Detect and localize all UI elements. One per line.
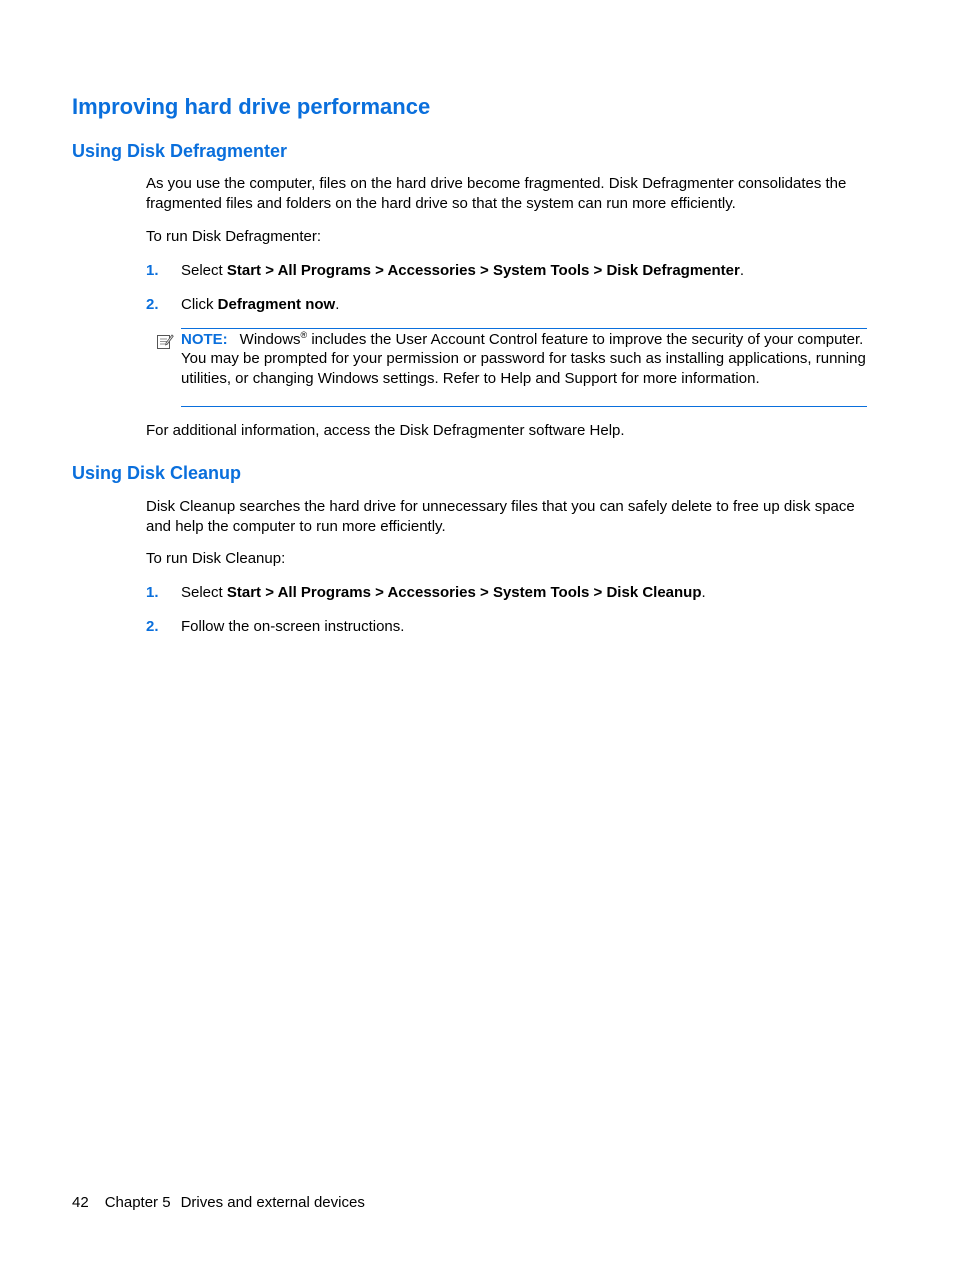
step-text-prefix: Select [181, 584, 227, 601]
chapter-label: Chapter 5 [104, 1194, 171, 1211]
step-text-suffix: . [701, 584, 706, 601]
defragmenter-lead: To run Disk Defragmenter: [146, 228, 322, 245]
note-label: NOTE: [181, 331, 228, 348]
step-number: 1. [146, 262, 159, 279]
note-box [181, 328, 867, 407]
page-title: Improving hard drive performance [72, 94, 431, 119]
step-text [181, 583, 706, 603]
page-footer [72, 1193, 365, 1212]
step-text-prefix: Click [181, 296, 218, 313]
step-number: 2. [146, 618, 159, 635]
step-number: 1. [146, 584, 159, 601]
step-text-menu-path: Start > All Programs > Accessories > System Tools > Disk Cleanup [226, 584, 702, 601]
page-number: 42 [72, 1194, 89, 1211]
step-number: 2. [146, 296, 159, 313]
step-text-prefix: Follow the on-screen instructions. [181, 618, 405, 635]
registered-mark: ® [300, 330, 308, 340]
step-text [181, 261, 744, 281]
note-pad-icon [156, 332, 174, 350]
note-body: includes the User Account Control feature to improve the security of your computer. You may be prompted for your permission or password for tasks such as installing applications, running utilities, or changing Windows settings. Refer to Help and Support for more information. [181, 331, 866, 387]
step-text [181, 295, 339, 315]
defragmenter-additional-info: For additional information, access the Disk Defragmenter software Help. [146, 422, 625, 439]
note-text [181, 330, 867, 388]
step-text-menu-path: Start > All Programs > Accessories > System Tools > Disk Defragmenter [226, 262, 740, 279]
step-text-suffix: . [739, 262, 745, 279]
step-text-prefix: Select [181, 262, 227, 279]
defragmenter-intro: As you use the computer, files on the hard drive become fragmented. Disk Defragmenter consolidates the fragmented files and folders on the hard drive so that the system can run more efficiently. [146, 175, 847, 212]
step-text-suffix: . [335, 296, 340, 313]
chapter-title: Drives and external devices [180, 1194, 365, 1211]
note-windows-word: Windows [239, 331, 301, 348]
step-text [181, 617, 404, 637]
section-heading-cleanup: Using Disk Cleanup [72, 463, 242, 483]
section-heading-defragmenter: Using Disk Defragmenter [72, 141, 288, 161]
cleanup-intro: Disk Cleanup searches the hard drive for unnecessary files that you can safely delete to free up disk space and help the computer to run more efficiently. [146, 498, 855, 535]
step-text-command: Defragment now [217, 296, 336, 313]
cleanup-lead: To run Disk Cleanup: [146, 550, 286, 567]
